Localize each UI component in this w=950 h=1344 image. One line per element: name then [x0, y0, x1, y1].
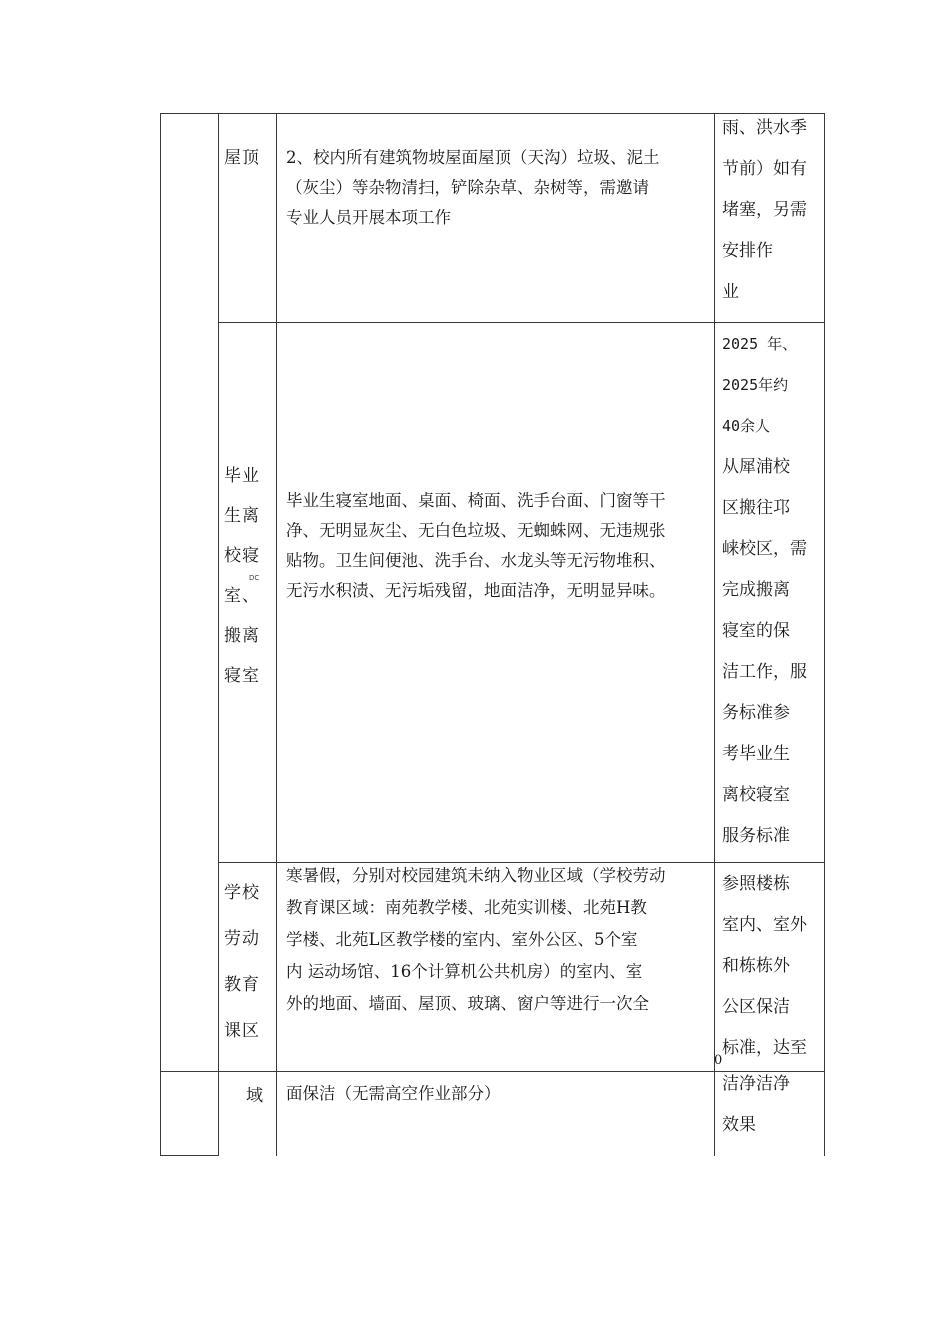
graduate-note-line: 区搬往邛	[722, 498, 790, 518]
labor-note-line: 室内、室外	[722, 915, 807, 935]
roof-description	[278, 148, 712, 238]
labor-desc-line: 寒暑假，分别对校园建筑未纳入物业区域（学校劳动	[286, 866, 666, 885]
labor-area-label	[224, 870, 272, 1054]
labor-note	[722, 864, 822, 1069]
graduate-area-line: 生离	[224, 506, 260, 526]
labor-note-line: 和栋栋外	[722, 956, 790, 976]
graduate-note-line: 考毕业生	[722, 744, 790, 764]
graduate-note	[722, 324, 822, 857]
graduate-area-line: 校寝	[224, 546, 260, 566]
scan-mark: DC	[249, 574, 260, 582]
labor-cont-desc-line: 面保洁（无需高空作业部分）	[286, 1084, 501, 1103]
labor-note-line: 公区保洁	[722, 997, 790, 1017]
roof-desc-line: 2、校内所有建筑物坡屋面屋顶（天沟）垃圾、泥土	[286, 148, 660, 167]
labor-note-overflow: 0	[714, 1053, 723, 1068]
graduate-note-line: 寝室的保	[722, 621, 790, 641]
graduate-note-line: 服务标准	[722, 826, 790, 846]
labor-desc-line: 教育课区域：南苑教学楼、北苑实训楼、北苑H教	[286, 898, 647, 917]
graduate-desc-line: 毕业生寝室地面、桌面、椅面、洗手台面、门窗等干	[286, 491, 666, 510]
labor-area-line: 教育	[224, 975, 260, 995]
roof-note-line: 雨、洪水季	[722, 118, 807, 138]
graduate-note-line: 离校寝室	[722, 785, 790, 805]
graduate-area-line: 搬离	[224, 626, 260, 646]
graduate-note-line: 务标准参	[722, 703, 790, 723]
labor-cont-area-label: 域	[246, 1086, 264, 1106]
roof-note-line: 堵塞，另需	[722, 200, 807, 220]
graduate-desc-line: 净、无明显灰尘、无白色垃圾、无蜘蛛网、无违规张	[286, 521, 666, 540]
graduate-area-line: 寝室	[224, 666, 260, 686]
roof-note-line: 业	[722, 282, 739, 302]
labor-description	[278, 866, 712, 1024]
roof-note	[722, 108, 822, 313]
graduate-note-line: 崃校区，需	[722, 539, 807, 559]
labor-cont-note	[722, 1064, 822, 1146]
graduate-description	[278, 491, 712, 611]
labor-desc-line: 外的地面、墙面、屋顶、玻璃、窗户等进行一次全	[286, 994, 649, 1013]
graduate-area-label	[224, 456, 272, 696]
graduate-note-line: 2025 年、	[722, 335, 798, 353]
graduate-note-line: 2025年约	[722, 376, 789, 394]
labor-area-line: 学校	[224, 883, 260, 903]
graduate-desc-line: 无污水积渍、无污垢残留，地面洁净，无明显异味。	[286, 581, 666, 600]
roof-desc-line: 专业人员开展本项工作	[286, 208, 451, 227]
labor-note-line: 标准，达至	[722, 1038, 807, 1058]
roof-desc-line: （灰尘）等杂物清扫，铲除杂草、杂树等，需邀请	[286, 178, 649, 197]
graduate-note-line: 40余人	[722, 417, 771, 435]
graduate-desc-line: 贴物。卫生间便池、洗手台、水龙头等无污物堆积、	[286, 551, 666, 570]
labor-area-line: 劳动	[224, 929, 260, 949]
labor-note-line: 参照楼栋	[722, 874, 790, 894]
graduate-note-line: 从犀浦校	[722, 457, 790, 477]
graduate-area-line: 毕业	[224, 466, 260, 486]
roof-area-label: 屋顶	[224, 148, 260, 168]
roof-note-line: 节前）如有	[722, 159, 807, 179]
labor-desc-line: 学楼、北苑L区教学楼的室内、室外公区、5个室	[286, 930, 638, 949]
labor-cont-note-line: 洁净洁净	[722, 1074, 790, 1094]
roof-note-line: 安排作	[722, 241, 773, 261]
graduate-area-line: 室、	[224, 586, 260, 606]
graduate-note-line: 完成搬离	[722, 580, 790, 600]
graduate-note-line: 洁工作，服	[722, 662, 807, 682]
labor-cont-note-line: 效果	[722, 1115, 756, 1135]
labor-cont-description	[278, 1084, 712, 1114]
labor-area-line: 课区	[224, 1021, 260, 1041]
labor-desc-line: 内 运动场馆、16个计算机公共机房）的室内、室	[286, 962, 643, 981]
